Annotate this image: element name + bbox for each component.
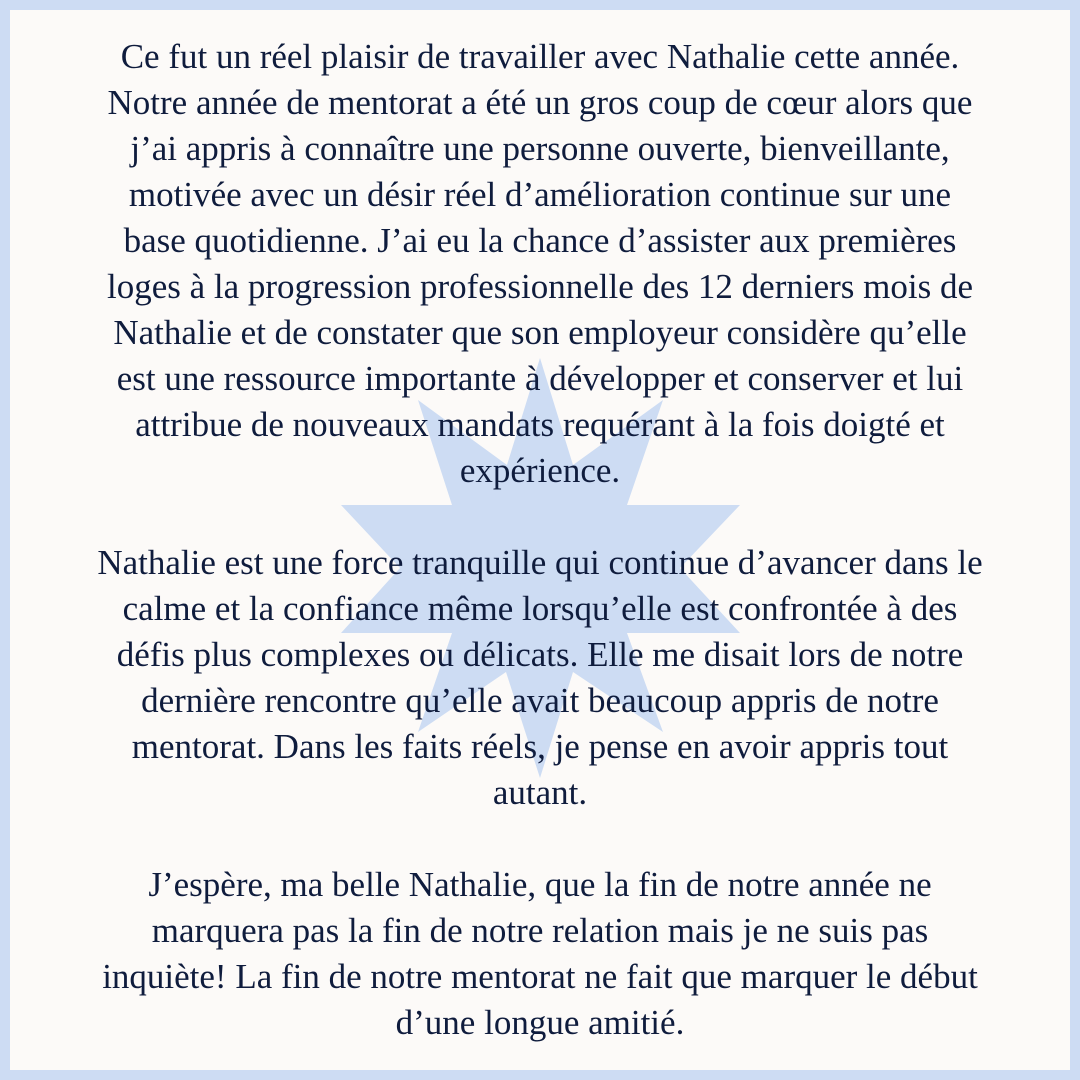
paragraph-spacer	[10, 816, 1070, 862]
text-line: base quotidienne. J’ai eu la chance d’assister aux premières	[123, 221, 957, 260]
testimonial-text	[10, 34, 1070, 1046]
text-line: mentorat. Dans les faits réels, je pense en avoir appris tout	[131, 727, 949, 766]
text-line: dernière rencontre qu’elle avait beaucoup appris de notre	[141, 681, 939, 720]
text-line: marquera pas la fin de notre relation mais je ne suis pas	[151, 911, 929, 950]
text-line: d’une longue amitié.	[395, 1003, 685, 1042]
text-line: Notre année de mentorat a été un gros coup de cœur alors que	[107, 83, 973, 122]
paragraph-2	[10, 540, 1070, 816]
text-line: loges à la progression professionnelle des 12 derniers mois de	[106, 267, 974, 306]
text-line: j’ai appris à connaître une personne ouverte, bienveillante,	[130, 129, 950, 168]
paragraph-1	[10, 34, 1070, 494]
text-line: J’espère, ma belle Nathalie, que la fin de notre année ne	[148, 865, 932, 904]
text-line: défis plus complexes ou délicats. Elle me disait lors de notre	[116, 635, 964, 674]
text-line: Nathalie est une force tranquille qui continue d’avancer dans le	[97, 543, 983, 582]
text-line: calme et la confiance même lorsqu’elle est confrontée à des	[122, 589, 958, 628]
text-line: attribue de nouveaux mandats requérant à la fois doigté et	[135, 405, 945, 444]
text-line: Ce fut un réel plaisir de travailler avec Nathalie cette année.	[120, 37, 960, 76]
paragraph-spacer	[10, 494, 1070, 540]
text-line: expérience.	[459, 451, 621, 490]
text-line: Nathalie et de constater que son employeur considère qu’elle	[113, 313, 967, 352]
text-line: inquiète! La fin de notre mentorat ne fait que marquer le début	[102, 957, 978, 996]
paragraph-3	[10, 862, 1070, 1046]
text-line: autant.	[492, 773, 588, 812]
text-line: motivée avec un désir réel d’amélioration continue sur une	[128, 175, 952, 214]
text-line: est une ressource importante à développer et conserver et lui	[116, 359, 964, 398]
